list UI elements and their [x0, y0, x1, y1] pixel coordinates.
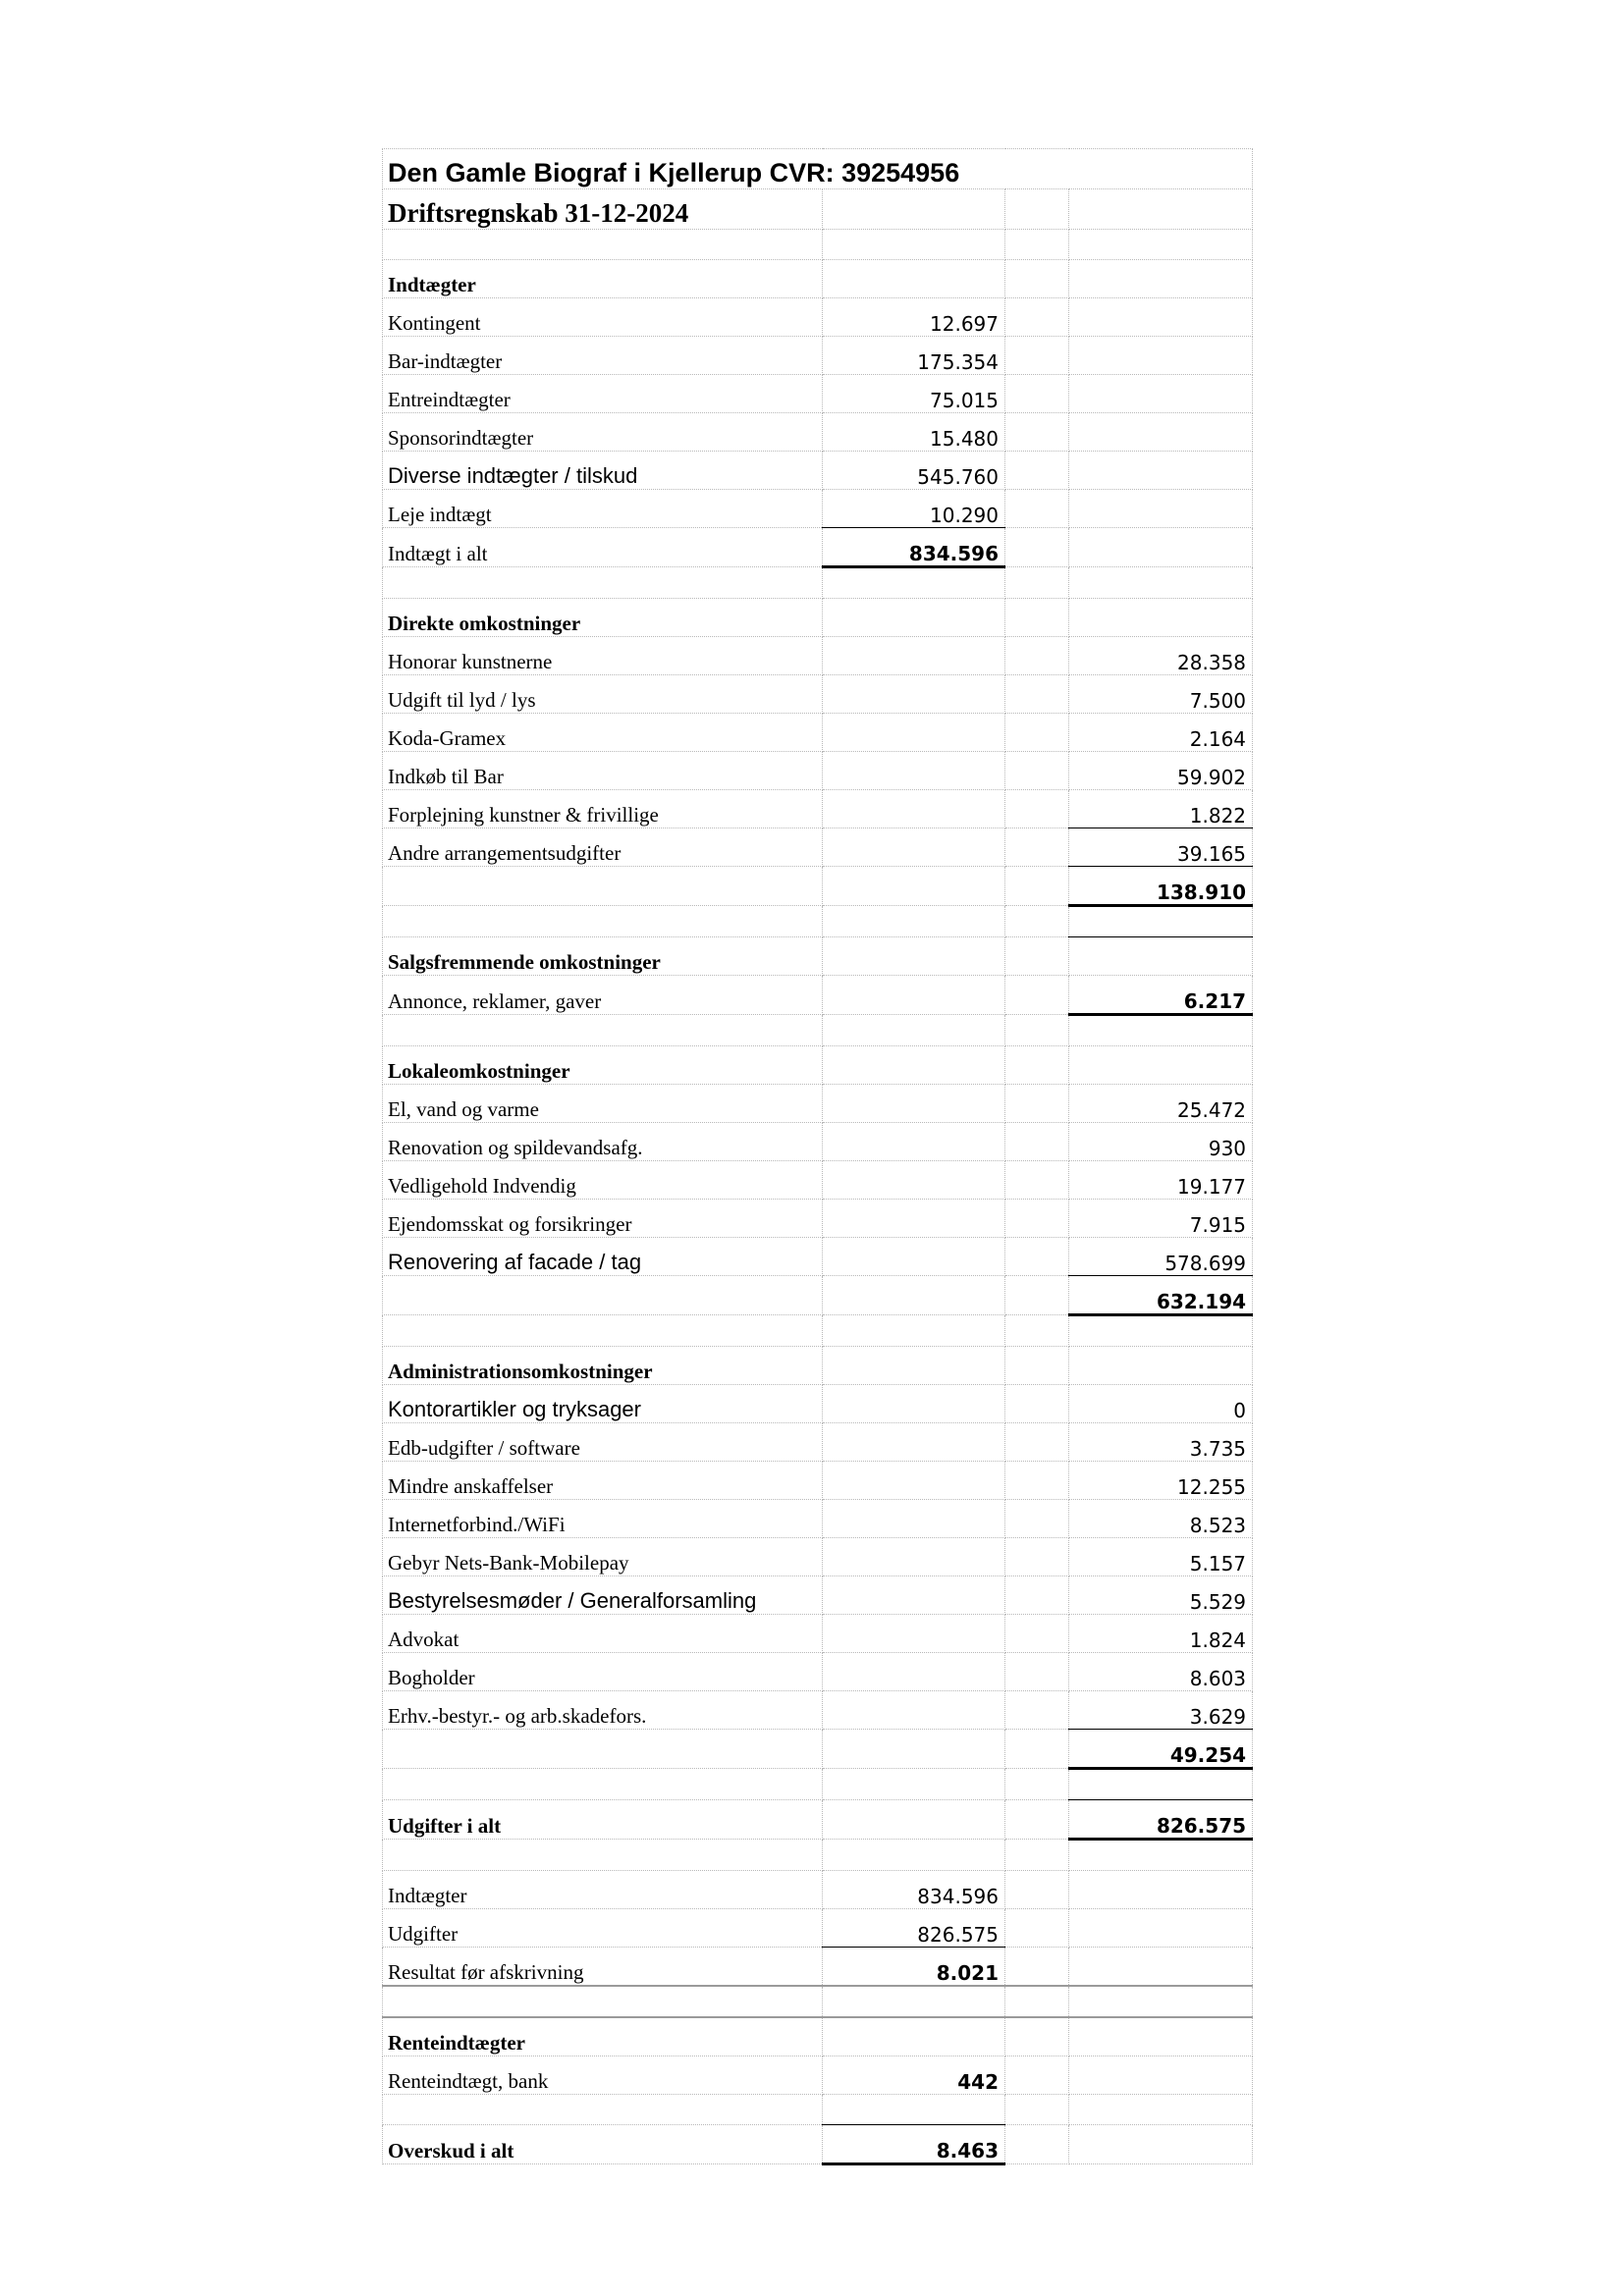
section-heading-admin: Administrationsomkostninger	[383, 1347, 823, 1385]
table-row	[383, 337, 1253, 375]
row-label: Indkøb til Bar	[383, 752, 823, 790]
row-value: 19.177	[1069, 1161, 1253, 1200]
total-value: 834.596	[823, 528, 1005, 567]
section-heading-row	[383, 2017, 1253, 2056]
row-label: Edb-udgifter / software	[383, 1423, 823, 1462]
expenses-total-value: 826.575	[1069, 1800, 1253, 1840]
row-label: Forplejning kunstner & frivillige	[383, 790, 823, 828]
row-value: 12.697	[823, 298, 1005, 337]
row-label: Honorar kunstnerne	[383, 637, 823, 675]
table-row	[383, 1538, 1253, 1576]
row-label: Mindre anskaffelser	[383, 1462, 823, 1500]
row-value: 3.629	[1069, 1691, 1253, 1730]
row-value: 930	[1069, 1123, 1253, 1161]
section-heading-row	[383, 937, 1253, 976]
section-heading-indtaegter: Indtægter	[383, 260, 823, 298]
section-heading-row	[383, 1046, 1253, 1085]
table-row	[383, 675, 1253, 714]
table-row	[383, 1423, 1253, 1462]
row-value: 6.217	[1069, 976, 1253, 1015]
spacer-row	[383, 1769, 1253, 1800]
summary-value: 826.575	[823, 1909, 1005, 1948]
summary-row	[383, 1871, 1253, 1909]
row-value: 28.358	[1069, 637, 1253, 675]
expenses-total-label: Udgifter i alt	[383, 1800, 823, 1840]
document-subtitle: Driftsregnskab 31-12-2024	[383, 189, 823, 230]
table-row	[383, 452, 1253, 490]
section-heading-salg: Salgsfremmende omkostninger	[383, 937, 823, 976]
spacer-row	[383, 906, 1253, 937]
row-label: Renovation og spildevandsafg.	[383, 1123, 823, 1161]
row-label: Bar-indtægter	[383, 337, 823, 375]
table-row	[383, 1200, 1253, 1238]
table-row	[383, 1576, 1253, 1615]
total-row	[383, 528, 1253, 567]
table-row	[383, 375, 1253, 413]
surplus-value: 8.463	[823, 2125, 1005, 2164]
row-value: 8.603	[1069, 1653, 1253, 1691]
table-row	[383, 1161, 1253, 1200]
table-row	[383, 298, 1253, 337]
row-value: 75.015	[823, 375, 1005, 413]
row-value: 25.472	[1069, 1085, 1253, 1123]
summary-value: 834.596	[823, 1871, 1005, 1909]
row-value: 10.290	[823, 490, 1005, 528]
table-row	[383, 714, 1253, 752]
row-label: Entreindtægter	[383, 375, 823, 413]
subtotal-value: 49.254	[1069, 1730, 1253, 1769]
table-row	[383, 637, 1253, 675]
row-label: El, vand og varme	[383, 1085, 823, 1123]
spacer-row	[383, 2095, 1253, 2125]
row-value: 8.523	[1069, 1500, 1253, 1538]
table-row	[383, 752, 1253, 790]
row-value: 2.164	[1069, 714, 1253, 752]
result-value: 8.021	[823, 1948, 1005, 1987]
total-label: Indtægt i alt	[383, 528, 823, 567]
row-value: 5.529	[1069, 1576, 1253, 1615]
table-row	[383, 1500, 1253, 1538]
table-row	[383, 1238, 1253, 1276]
row-label: Kontorartikler og tryksager	[383, 1385, 823, 1423]
row-label: Udgift til lyd / lys	[383, 675, 823, 714]
section-heading-direkte: Direkte omkostninger	[383, 599, 823, 637]
row-label: Sponsorindtægter	[383, 413, 823, 452]
row-value: 578.699	[1069, 1238, 1253, 1276]
subtotal-row	[383, 1730, 1253, 1769]
row-label: Andre arrangementsudgifter	[383, 828, 823, 867]
section-heading-row	[383, 260, 1253, 298]
row-value: 7.915	[1069, 1200, 1253, 1238]
row-value: 39.165	[1069, 828, 1253, 867]
row-label: Internetforbind./WiFi	[383, 1500, 823, 1538]
spacer-row	[383, 1986, 1253, 2017]
row-label: Erhv.-bestyr.- og arb.skadefors.	[383, 1691, 823, 1730]
summary-row	[383, 1909, 1253, 1948]
table-row	[383, 413, 1253, 452]
row-value: 175.354	[823, 337, 1005, 375]
row-value: 3.735	[1069, 1423, 1253, 1462]
table-row	[383, 1123, 1253, 1161]
spacer-row	[383, 1015, 1253, 1046]
table-row	[383, 1085, 1253, 1123]
section-heading-renter: Renteindtægter	[383, 2017, 823, 2056]
row-value: 1.824	[1069, 1615, 1253, 1653]
row-label: Leje indtægt	[383, 490, 823, 528]
row-value: 7.500	[1069, 675, 1253, 714]
table-row	[383, 1653, 1253, 1691]
table-row	[383, 2056, 1253, 2095]
subtitle-row	[383, 189, 1253, 230]
row-label: Diverse indtægter / tilskud	[383, 452, 823, 490]
surplus-row	[383, 2125, 1253, 2164]
row-value: 545.760	[823, 452, 1005, 490]
row-value: 1.822	[1069, 790, 1253, 828]
row-label: Annonce, reklamer, gaver	[383, 976, 823, 1015]
subtotal-row	[383, 1276, 1253, 1315]
row-value: 15.480	[823, 413, 1005, 452]
row-label: Renovering af facade / tag	[383, 1238, 823, 1276]
table-row	[383, 790, 1253, 828]
row-label: Bogholder	[383, 1653, 823, 1691]
spacer-row	[383, 1315, 1253, 1347]
section-heading-row	[383, 1347, 1253, 1385]
document-title: Den Gamle Biograf i Kjellerup CVR: 39254956	[383, 149, 1253, 189]
section-heading-row	[383, 599, 1253, 637]
table-row	[383, 490, 1253, 528]
row-value: 59.902	[1069, 752, 1253, 790]
summary-label: Indtægter	[383, 1871, 823, 1909]
title-row	[383, 149, 1253, 189]
result-row	[383, 1948, 1253, 1987]
section-heading-lokale: Lokaleomkostninger	[383, 1046, 823, 1085]
table-row	[383, 828, 1253, 867]
table-row	[383, 1385, 1253, 1423]
row-label: Vedligehold Indvendig	[383, 1161, 823, 1200]
row-label: Gebyr Nets-Bank-Mobilepay	[383, 1538, 823, 1576]
row-label: Koda-Gramex	[383, 714, 823, 752]
spacer-row	[383, 230, 1253, 260]
row-label: Renteindtægt, bank	[383, 2056, 823, 2095]
row-value: 0	[1069, 1385, 1253, 1423]
summary-label: Udgifter	[383, 1909, 823, 1948]
row-label: Ejendomsskat og forsikringer	[383, 1200, 823, 1238]
grand-total-expenses-row	[383, 1800, 1253, 1840]
row-value: 5.157	[1069, 1538, 1253, 1576]
table-row	[383, 976, 1253, 1015]
row-label: Advokat	[383, 1615, 823, 1653]
table-row	[383, 1462, 1253, 1500]
spacer-row	[383, 567, 1253, 599]
result-label: Resultat før afskrivning	[383, 1948, 823, 1987]
row-value: 442	[823, 2056, 1005, 2095]
subtotal-value: 632.194	[1069, 1276, 1253, 1315]
surplus-label: Overskud i alt	[383, 2125, 823, 2164]
income-statement-table	[382, 148, 1253, 2165]
subtotal-value: 138.910	[1069, 867, 1253, 906]
row-label: Kontingent	[383, 298, 823, 337]
table-row	[383, 1615, 1253, 1653]
row-value: 12.255	[1069, 1462, 1253, 1500]
subtotal-row	[383, 867, 1253, 906]
spacer-row	[383, 1840, 1253, 1871]
row-label: Bestyrelsesmøder / Generalforsamling	[383, 1576, 823, 1615]
table-row	[383, 1691, 1253, 1730]
